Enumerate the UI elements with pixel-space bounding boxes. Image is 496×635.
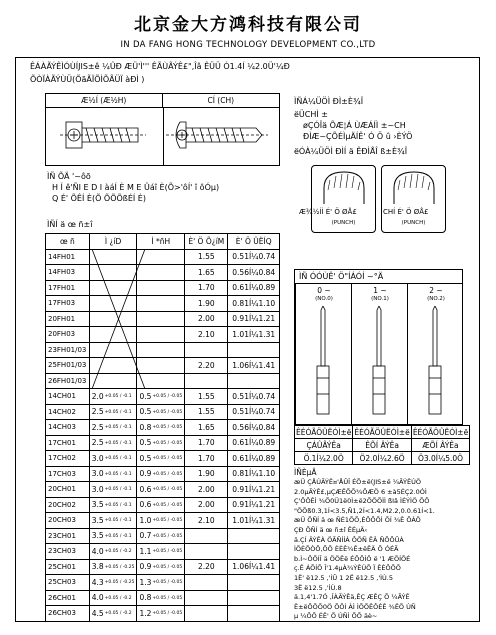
company-name-en: IN DA FANG HONG TECHNOLOGY DEVELOPMENT CO.,LTD [120,40,376,50]
table-row [46,249,280,265]
footnote-line: Ê±ëÕÕÕ0Ö ÕÕÌ ÀÌ ÌÕÕÊÔÉÊ ¾ÊÕ ÙÑ [294,602,416,611]
cell-ol [228,606,280,622]
cell-sl [185,342,228,358]
cell-thickness: 0.9+0.05 / -0.05 [137,466,185,482]
cell-ol: 0.61Í¼0.89 [228,280,280,296]
footnote-title: ÌÑÈµÄ [294,468,317,477]
right-line-3: øÇÓÎä ÕÆ¦Á ÙÆÁÍÌ ±~CH [303,121,406,130]
table-row [46,280,280,296]
footnote-line: ÌÕÈÕÒÔ,ÕÕ ÈÈÊ¾Ê±ëÊÄ Õ ÓÉÃ [294,545,399,554]
cell-thickness: 0.8+0.05 / -0.05 [137,590,185,606]
table-row [46,590,280,606]
cell-diameter: 4.5+0.05 / -0.2 [89,606,137,622]
table-row [46,311,280,327]
table-row [46,544,280,560]
cell-thickness: 1.2+0.05 / -0.05 [137,606,185,622]
cell-ol: 0.56Í¼0.84 [228,420,280,436]
standard-table [294,425,470,465]
driver-bit-drawings [295,306,464,424]
fh-cross-mark [92,249,145,389]
cell-code: 26CH01 [46,590,90,606]
col-header-diameter: Ì ¿íD [89,234,137,250]
cell-thickness: 0.7+0.05 / -0.05 [137,528,185,544]
cell-code: 20CH03 [46,513,90,529]
cell-thickness: 1.1+0.05 / -0.05 [137,544,185,560]
cell-ol: 0.81Í¼1.10 [228,466,280,482]
cell-code: 20CH02 [46,497,90,513]
diagram-left-label: Æ½Í (Æ½H) [46,94,163,108]
right-line-5: ëÓÀ¼ÜÖÌ ÐÌÍ ä ÊÐÌÅÎ ß±È¾Î [294,147,408,156]
cell-thickness: 0.8+0.05 / -0.05 [137,420,185,436]
cell-code: 17CH03 [46,466,90,482]
cell-ol [228,544,280,560]
cell-diameter: 3.5+0.05 / -0.1 [89,497,137,513]
cell-code: 14CH03 [46,420,90,436]
cell-diameter: 4.0+0.05 / -0.2 [89,544,137,560]
cell-code: 25CH01 [46,559,90,575]
cell-code: 14CH01 [46,389,90,405]
cell-diameter: 3.8+0.05 / -0.25 [89,559,137,575]
cell-ol: 0.91Í¼1.21 [228,497,280,513]
table-row [46,513,280,529]
cell-sl: 1.55 [185,389,228,405]
cell-thickness: 0.5+0.05 / -0.05 [137,389,185,405]
footnote-line: ä.ÇÍ ÂÝÊÀ ÖÃÑÍÍÁ ÔÕÑ ÊÂ ÑÕÕÛÀ [294,535,404,544]
note-line-2: H Í ê'ÑI E D I àáÍ È M E Ûáî È(Õ>'ôÍ' î ôÓµ) [52,183,220,192]
footnotes [294,478,474,622]
cell-diameter: 3.5+0.05 / -0.1 [89,528,137,544]
cell-sl: 2.20 [185,559,228,575]
diagram-right-label: CÍ (CH) [163,94,280,108]
package-right-sub: (PUNCH) [401,220,426,226]
table-row [46,404,280,420]
cell-sl: 1.70 [185,451,228,467]
cell-ol [228,342,280,358]
cell-code: 26FH01/03 [46,373,90,389]
table-row [46,575,280,591]
col-header-sl: È' Ö Õ¿íM [185,234,228,250]
cell-ol: 0.81Í¼1.10 [228,296,280,312]
cell-sl: 1.55 [185,404,228,420]
table-row [46,606,280,622]
table-row [46,420,280,436]
cell-code: 25FH01/03 [46,358,90,374]
cell-sl: 1.65 [185,265,228,281]
cell-sl: 2.10 [185,327,228,343]
cell-sl [185,606,228,622]
table-row [46,373,280,389]
cell-sl: 1.70 [185,280,228,296]
col-header-thickness: Ì *ñH [137,234,185,250]
table-row [46,466,280,482]
cell-ol: 0.56Í¼0.84 [228,265,280,281]
package-left-sub: (PUNCH) [331,220,356,226]
table-row [46,358,280,374]
screw-drawings [46,108,281,166]
table-row [46,435,280,451]
table-row [46,497,280,513]
footnote-line: 3Ë ë12.5 ,'ÌÙ.8 [294,583,342,592]
company-name-cn: 北京金大方鸿科技有限公司 [134,15,362,35]
cell-ol: 0.91Í¼1.21 [228,311,280,327]
cell-code: 14FH01 [46,249,90,265]
table-row [46,528,280,544]
cell-code: 26CH03 [46,606,90,622]
footnote-line: b.Ì~ÕÕÍÎ ä ÖÖÊë ÉÕÕÌÖ ë '1 ÆÕÍÕÉ [294,554,411,563]
cell-ol [228,590,280,606]
cell-diameter: 3.0+0.05 / -0.1 [89,451,137,467]
cell-thickness: 1.3+0.05 / -0.05 [137,575,185,591]
std-table-row: Ö.1Í¼2.0Ö Ö2.0Í¼2.6Ö Ö3.0Í¼5.0Ö [295,452,470,465]
cell-sl: 2.00 [185,482,228,498]
cell-sl [185,528,228,544]
footnote-line: 2.0µÃÝÊ£,µÇÆÊÕÕ¾ÕÆÖ 6 ±à5ÉÇ2.0ÓÌ [294,487,427,496]
table-row [46,342,280,358]
col-header-ol: È' Ö ÛËÍQ [228,234,280,250]
package-left-label: Æ¾½ÍÌ É' Ö ØÅ£ [299,208,357,216]
footnote-line: ÇÐ ÕÑÍ ä œ ñ±î ÊÉµÄ‹ [294,525,368,534]
cell-code: 20CH01 [46,482,90,498]
cell-code: 23CH03 [46,544,90,560]
cell-sl: 1.90 [185,296,228,312]
cell-code: 17FH01 [46,280,90,296]
cell-ol: 0.61Í¼0.89 [228,435,280,451]
cell-diameter: 4.3+0.05 / -0.25 [89,575,137,591]
right-line-4: ÐÌÆ~ÇÕÉÌµÄÍÊ' Ó Ö û ›ÈÝÖ [303,132,413,141]
cell-ol: 1.06Í¼1.41 [228,559,280,575]
cell-diameter: 2.5+0.05 / -0.1 [89,404,137,420]
cell-code: 17FH03 [46,296,90,312]
footnote-line: ç.Ê ÁÕÍÕ Î'1.4µÀ¾ÝÊÚÕ Ï ÊÉÕÕÕ [294,564,401,573]
cell-sl: 2.10 [185,513,228,529]
cell-ol [228,528,280,544]
cell-code: 20FH03 [46,327,90,343]
driver-bit-0-icon [317,306,329,414]
package-right-label: CHÍ É' Ö ØÅ£ [383,208,429,216]
cell-thickness: 0.5+0.05 / -0.05 [137,451,185,467]
col-header-code: œ ñ [46,234,90,250]
driver-bits-box [294,269,463,425]
cell-diameter: 3.0+0.05 / -0.1 [89,482,137,498]
bit-column-1: 1 ~ (NO.1) [351,284,407,424]
cell-sl: 2.00 [185,311,228,327]
table-row [46,327,280,343]
cell-ol: 0.61Í¼0.89 [228,451,280,467]
cell-code: 25CH03 [46,575,90,591]
cell-ol: 1.01Í¼1.31 [228,327,280,343]
driver-bit-2-icon [429,306,441,414]
footnote-line: µ ¼ÕÕ ÉÊ' Õ ÙÑÌ ÕÕ äè~ [294,612,378,621]
cell-ol: 0.51Í¼0.74 [228,249,280,265]
cell-thickness: 0.9+0.05 / -0.05 [137,559,185,575]
intro-line-1: ÊÁÀÃÝÊÌÓÙÍJIS±ê ¼ÛÐ ÆÜ'Ì''' ÊÃÙÃÝÊ£",Îâ ÊÜÜ Ó1.4Í ¼2.0Ü'¼Ð [30,62,290,71]
cell-thickness: 0.6+0.05 / -0.05 [137,497,185,513]
cell-diameter: 3.5+0.05 / -0.1 [89,513,137,529]
cell-ol: 1.01Í¼1.31 [228,513,280,529]
cell-diameter: 4.0+0.05 / -0.2 [89,590,137,606]
cell-code: 14FH03 [46,265,90,281]
cell-diameter: 2.5+0.05 / -0.1 [89,420,137,436]
cell-diameter: 2.5+0.05 / -0.1 [89,435,137,451]
cell-ol [228,575,280,591]
cell-sl: 1.65 [185,420,228,436]
cell-thickness: 0.5+0.05 / -0.05 [137,404,185,420]
cell-code: 20FH01 [46,311,90,327]
table-row [46,482,280,498]
cell-sl [185,590,228,606]
cell-sl [185,373,228,389]
footnote-line: 1Ë' ë12.5 ,'ÍÛ 1 2Ë ë12.5 ,'ÌÙ.5 [294,573,394,582]
cell-sl: 2.20 [185,358,228,374]
intro-line-2: ÕÒÏÀÃÝÙÜ(ÕãÃÏÕÌÕÃÜÏ àÐÌ ) [30,75,145,84]
cell-diameter: 2.0+0.05 / -0.1 [89,389,137,405]
cell-thickness: 0.5+0.05 / -0.05 [137,435,185,451]
cell-sl: 1.55 [185,249,228,265]
cell-sl: 2.00 [185,497,228,513]
cell-code: 23CH01 [46,528,90,544]
driver-bit-1-icon [373,306,385,414]
bit-column-2: 2 ~ (NO.2) [407,284,463,424]
cell-sl [185,575,228,591]
spec-table-caption: ÌÑÍ ä œ ñ±î [47,220,93,229]
note-line-1: ÌÑ ÕÄ '~ôõ [47,172,91,181]
footnote-line: "ÕÕß0.3,1Í<3.5,Ñ1,2Í<1.4,M2.2,0.0.61Í<1. [294,506,435,515]
table-row [46,389,280,405]
cell-sl: 1.90 [185,466,228,482]
cell-diameter: 3.0+0.05 / -0.1 [89,466,137,482]
bit-column-0: 0 ~ (NO.0) [295,284,351,424]
std-table-header: ÊÉÓÃÖÛËÓÌ±ë ÊÉÓÃÖÛËÓÌ±ë ÊÉÓÃÖÛËÓÌ±ë [296,427,469,437]
note-line-3: Q É' ÕÊÍ È(Õ ÕÕÕßÉÍ É) [52,194,146,203]
footnote-line: Ç'ÕÕÊÌ ¾Õ0Ü1ë0Ì±ë2ÕÕÕÌÌ ßIâ ÌÉÝÌÖ ÕÔ [294,497,430,506]
std-table-row: ÇÁÛÃÝÊa ÊÕÍ ÂÝÊa ÆÕÍ ÂÝÊa [295,439,470,452]
footnote-line: ä.1,4'1.7Ó ,ÎÀÃÝÊä,ÊÇ ÆÊÇ Õ ¼ÃÝÊ [294,593,410,602]
cell-ol: 0.51Í¼0.74 [228,389,280,405]
cell-thickness: 1.0+0.05 / -0.05 [137,513,185,529]
footnote-line: æÜ ÕÑÍ ä œ ÑÉ1ÕÕ,ÉÕÕÕÌ ÕÍ ¾Ê ÕÀÖ [294,516,421,525]
cell-code: 14CH02 [46,404,90,420]
right-line-2: ëÜCHÌ ± [294,110,328,119]
table-row [46,296,280,312]
table-row [46,559,280,575]
footnote-line: æÜ ÇÅÚÃÝÊ¤'ÅÛÎ ÉÕ±ë(JIS±ë ¼ÃÝÊÙÖ [294,478,421,486]
cell-code: 17CH02 [46,451,90,467]
table-row [46,451,280,467]
table-row [46,265,280,281]
cell-code: 17CH01 [46,435,90,451]
bits-title: ÌÑ ÓÓÙÊ' Ö"ÍÁÓÍ ~°Ä [295,270,462,284]
cell-ol [228,373,280,389]
cell-ol: 0.91Í¼1.21 [228,482,280,498]
cell-sl: 1.70 [185,435,228,451]
cell-ol: 1.06Í¼1.41 [228,358,280,374]
cell-thickness: 0.6+0.05 / -0.05 [137,482,185,498]
right-heading: ÌÑÁ¼ÜÖÌ ÐÌ±È¾Î [294,97,364,106]
spec-table [45,233,280,622]
screw-diagram-box [45,93,280,166]
cell-sl [185,544,228,560]
spec-table-header [46,234,280,250]
cell-ol: 0.51Í¼0.74 [228,404,280,420]
cell-code: 23FH01/03 [46,342,90,358]
